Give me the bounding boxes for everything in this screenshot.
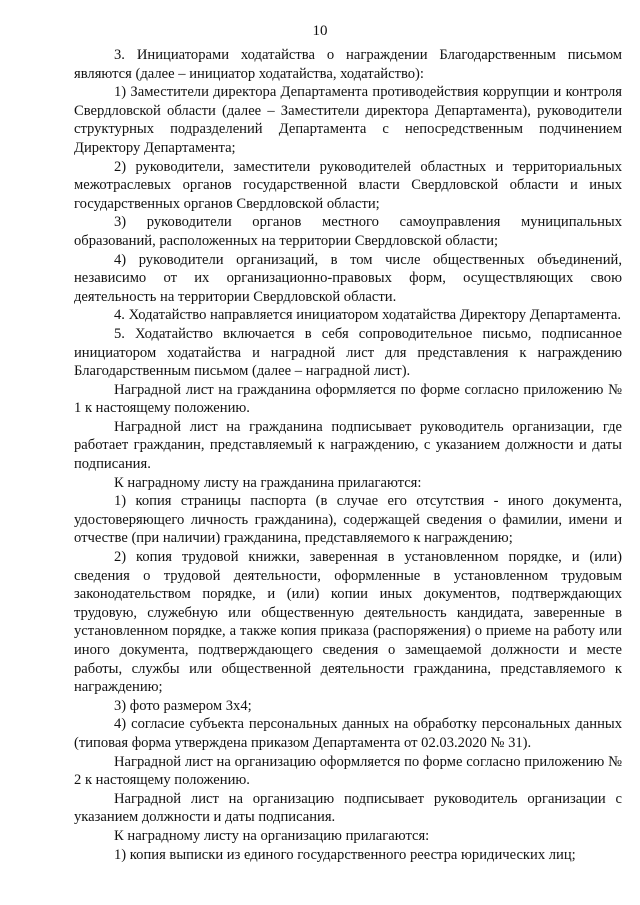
paragraph-initiators-item-1: 1) Заместители директора Департамента противодействия коррупции и контроля Свердловской области (далее – Заместители директора Департамента), руководители структурных подразделений Департамента с непосредственным подчинением Директору Департамента; [74, 84, 622, 156]
paragraph-initiators-intro: 3. Инициаторами ходатайства о награждении Благодарственным письмом являются (далее – инициатор ходатайства, ходатайство): [74, 47, 622, 82]
paragraph-clause-4: 4. Ходатайство направляется инициатором ходатайства Директору Департамента. [114, 307, 621, 324]
paragraph-clause-5: 5. Ходатайство включается в себя сопроводительное письмо, подписанное инициатором ходатайства и наградной лист для представления к награждению Благодарственным письмом (далее – наградной лист). [74, 325, 622, 380]
paragraph-organization-attachment-1: 1) копия выписки из единого государственного реестра юридических лиц; [114, 846, 576, 863]
paragraph-citizen-attachment-1: 1) копия страницы паспорта (в случае его отсутствия - иного документа, удостоверяющего личность гражданина), содержащей сведения о фамилии, имени и отчестве (при наличии) гражданина, представляемого к награждению; [74, 493, 622, 547]
page-number: 10 [312, 23, 328, 39]
paragraph-citizen-signature: Наградной лист на гражданина подписывает руководитель организации, где работает гражданин, представляемый к награждению, с указанием должности и даты подписания. [74, 418, 622, 473]
paragraph-citizen-attachment-2: 2) копия трудовой книжки, заверенная в установленном порядке, и (или) сведения о трудовой деятельности, оформленные в установленном трудовым законодательством порядке, и (или) копии иных документов, подтверждающих трудовую, служебную или общественную деятельность кандидата, заверенные в установленном порядке, а также копия приказа (распоряжения) о приеме на работу или иного документа, подтверждающего сведения о замещаемой должности и месте работы, службы или общественной деятельности гражданина, представляемого к награждению; [74, 549, 622, 696]
paragraph-initiators-item-4: 4) руководители организаций, в том числе общественных объединений, независимо от их организационно-правовых форм, осуществляющих свою деятельность на территории Свердловской области. [74, 251, 622, 305]
paragraph-citizen-attachment-3: 3) фото размером 3х4; [114, 697, 252, 714]
paragraph-initiators-item-2: 2) руководители, заместители руководителей областных и территориальных межотраслевых органов государственной власти Свердловской области и иных государственных органов Свердловской области; [74, 158, 622, 212]
paragraph-initiators-item-3: 3) руководители органов местного самоуправления муниципальных образований, расположенных на территории Свердловской области; [74, 214, 622, 249]
paragraph-organization-signature: Наградной лист на организацию подписывает руководитель организации с указанием должности и даты подписания. [74, 790, 622, 826]
document-body [74, 46, 622, 864]
paragraph-citizen-form: Наградной лист на гражданина оформляется по форме согласно приложению № 1 к настоящему положению. [74, 381, 622, 417]
paragraph-organization-attachments-intro: К наградному листу на организацию прилагаются: [114, 827, 430, 844]
paragraph-organization-form: Наградной лист на организацию оформляется по форме согласно приложению № 2 к настоящему положению. [74, 753, 622, 789]
paragraph-citizen-attachment-4: 4) согласие субъекта персональных данных на обработку персональных данных (типовая форма утверждена приказом Департамента от 02.03.2020 № 31). [74, 716, 622, 751]
paragraph-citizen-attachments-intro: К наградному листу на гражданина прилагаются: [114, 474, 422, 491]
